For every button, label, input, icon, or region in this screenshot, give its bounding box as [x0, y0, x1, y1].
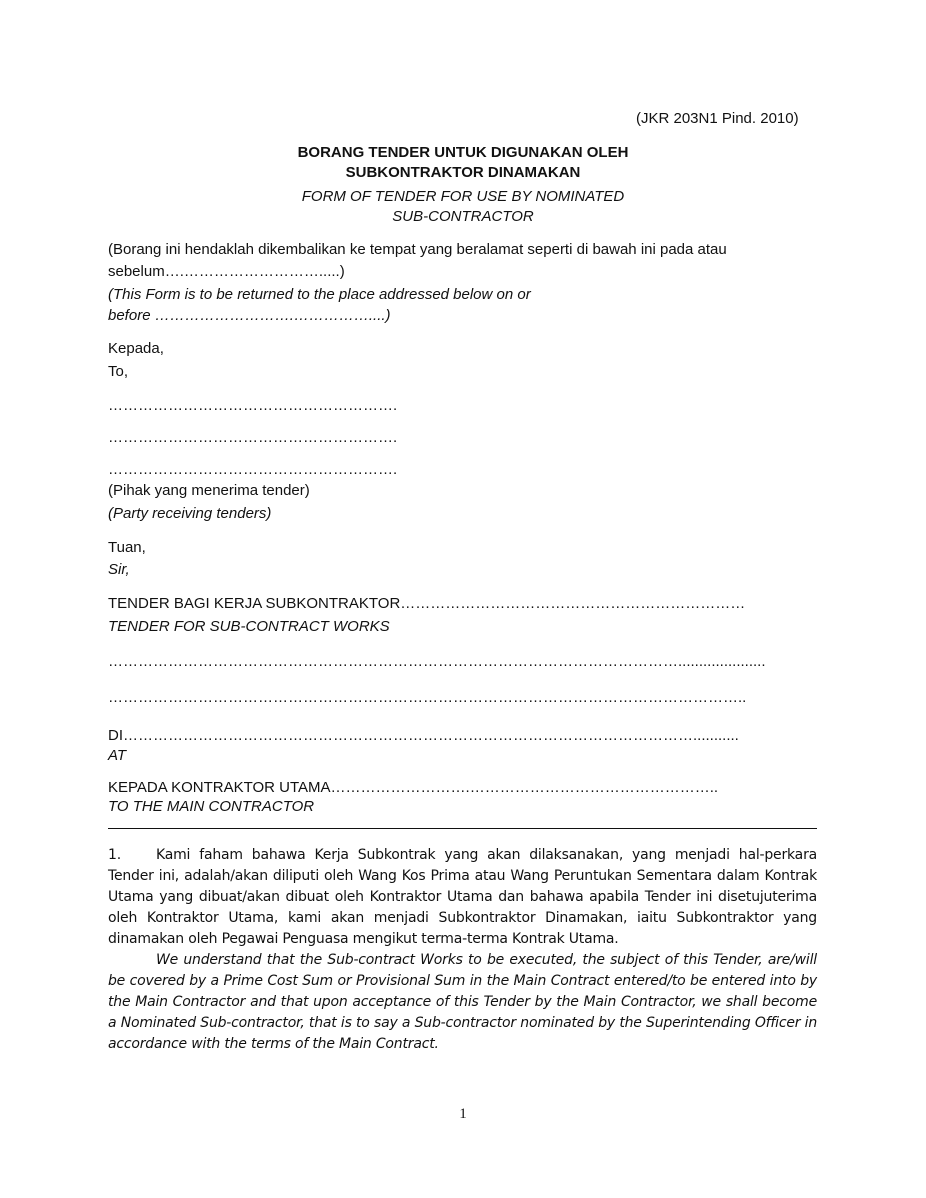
return-note-ms-line-1: (Borang ini hendaklah dikembalikan ke tempat yang beralamat seperti di bawah ini pada atau	[108, 241, 727, 258]
party-label-ms: (Pihak yang menerima tender)	[108, 482, 310, 499]
to-label-en: To,	[108, 363, 129, 380]
salutation-ms: Tuan,	[108, 539, 146, 556]
return-note-ms-line-2: sebelum….……………………….....)	[108, 263, 345, 280]
at-en: AT	[108, 747, 127, 764]
section-divider	[108, 828, 817, 829]
to-label-ms: Kepada,	[108, 340, 164, 357]
salutation-en: Sir,	[108, 561, 130, 578]
works-line-1: …………………………………………………………………………………………………….....................	[108, 653, 766, 670]
address-line-3: ………………………………………………….	[108, 461, 398, 478]
main-contractor-en: TO THE MAIN CONTRACTOR	[108, 798, 315, 815]
title-ms-line-2: SUBKONTRAKTOR DINAMAKAN	[345, 164, 581, 181]
title-en-line-2: SUB-CONTRACTOR	[392, 208, 534, 225]
clause-1-ms-text: Kami faham bahawa Kerja Subkontrak yang akan dilaksanakan, yang menjadi hal-perkara Tender ini, adalah/akan diliputi oleh Wang Kos Prima atau Wang Peruntukan Sementara dalam Kontrak Utama yang dibuat/akan dibuat oleh Kontraktor Utama dan bahawa apabila Tender ini disetujuterima oleh Kontraktor Utama, kami akan menjadi Subkontraktor Dinamakan, iaitu Subkontraktor yang dinamakan oleh Pegawai Penguasa mengikut terma-terma Kontrak Utama.	[108, 847, 817, 947]
title-ms-line-1: BORANG TENDER UNTUK DIGUNAKAN OLEH	[297, 144, 629, 161]
page-number: 1	[459, 1106, 467, 1122]
works-line-2: ………………………………………………………………………………………………………………..	[108, 689, 747, 706]
address-line-1: ………………………………………………….	[108, 397, 398, 414]
title-en-line-1: FORM OF TENDER FOR USE BY NOMINATED	[301, 188, 625, 205]
clause-1-ms	[108, 845, 817, 950]
party-label-en: (Party receiving tenders)	[108, 505, 272, 522]
address-line-2: ………………………………………………….	[108, 429, 398, 446]
clause-1-en: We understand that the Sub-contract Works to be executed, the subject of this Tender, are/will be covered by a Prime Cost Sum or Provisional Sum in the Main Contract entered/to be entered into by the Main Contractor and that upon acceptance of this Tender by the Main Contractor, we shall become a Nominated Sub-contractor, that is to say a Sub-contractor nominated by the Superintending Officer in accordance with the terms of the Main Contract.	[108, 952, 817, 1052]
at-ms: DI……………………………………………………………………………………………………...........	[108, 727, 739, 744]
tender-works-ms: TENDER BAGI KERJA SUBKONTRAKTOR……………………………………………………………	[108, 595, 746, 612]
return-note-en-line-2: before ……………………….……………....)	[108, 307, 391, 324]
return-note-en-line-1: (This Form is to be returned to the place addressed below on or	[108, 286, 531, 303]
clause-1-number: 1.	[108, 847, 121, 863]
tender-works-en: TENDER FOR SUB-CONTRACT WORKS	[108, 618, 390, 635]
main-contractor-ms: KEPADA KONTRAKTOR UTAMA……………………….…………………………………………..	[108, 779, 719, 796]
form-code: (JKR 203N1 Pind. 2010)	[636, 110, 799, 127]
